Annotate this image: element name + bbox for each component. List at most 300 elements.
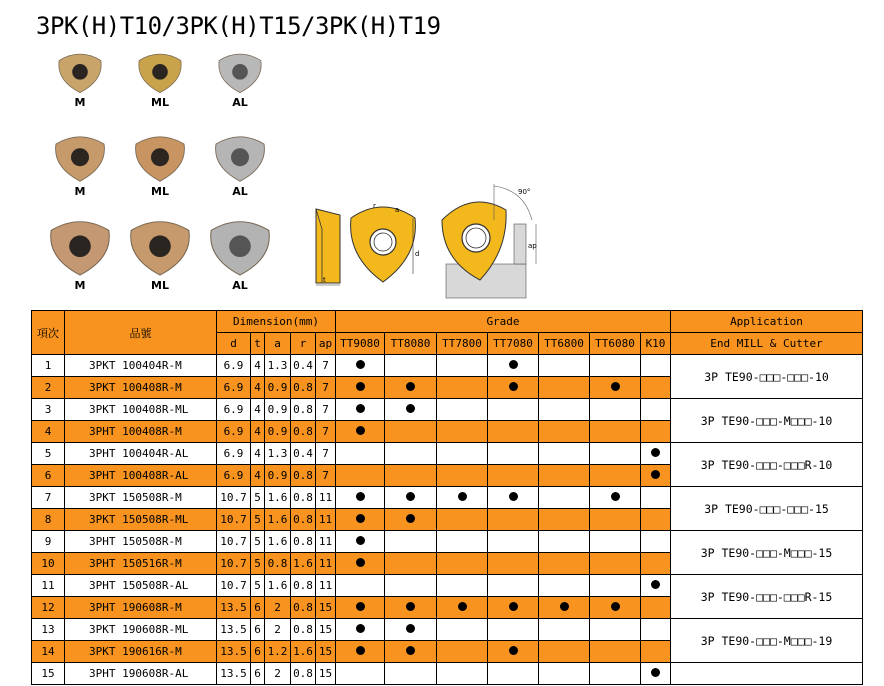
cell-grade-k10 [641,355,671,377]
cell-grade-tt6080 [590,377,641,399]
cell-grade-tt7080 [488,641,539,663]
cell-grade-tt7080 [488,619,539,641]
grade-available-dot [356,602,365,611]
cell-dim-d: 10.7 [217,553,251,575]
grade-available-dot [406,602,415,611]
cell-grade-tt8080 [385,619,437,641]
insert-label: ML [151,96,169,110]
cell-dim-t: 4 [251,399,265,421]
cell-grade-tt6800 [539,443,590,465]
cell-model: 3PHT 190608R-AL [65,663,217,685]
cell-dim-a: 1.3 [265,443,291,465]
cell-grade-tt6800 [539,531,590,553]
cell-grade-tt8080 [385,553,437,575]
cell-grade-tt6800 [539,355,590,377]
cell-grade-k10 [641,487,671,509]
insert-image [50,132,110,183]
cell-dim-r: 1.6 [291,641,316,663]
header-grade-tt9080: TT9080 [336,333,385,355]
grade-available-dot [406,492,415,501]
cell-dim-a: 2 [265,619,291,641]
cell-dim-r: 0.8 [291,399,316,421]
cell-grade-tt7800 [437,377,488,399]
cell-dim-ap: 7 [316,355,336,377]
insert-label: M [74,185,86,198]
cell-application: 3P TE90-□□□-□□□-15 [671,487,863,531]
grade-available-dot [356,558,365,567]
cell-dim-ap: 15 [316,663,336,685]
cell-grade-tt6080 [590,355,641,377]
cell-grade-k10 [641,421,671,443]
table-row [32,443,863,465]
cell-grade-tt6080 [590,597,641,619]
cell-grade-tt6800 [539,487,590,509]
cell-dim-d: 10.7 [217,487,251,509]
cell-grade-tt7080 [488,487,539,509]
cell-grade-tt6800 [539,619,590,641]
cell-grade-tt8080 [385,399,437,421]
cell-model: 3PKT 100408R-ML [65,399,217,421]
header-dimension: Dimension(mm) [217,311,336,333]
grade-available-dot [356,426,365,435]
grade-available-dot [356,360,365,369]
grade-available-dot [356,646,365,655]
cell-dim-r: 0.8 [291,421,316,443]
cell-grade-tt8080 [385,641,437,663]
insert-image [134,50,186,94]
insert-photo-al [200,132,280,198]
cell-dim-r: 1.6 [291,553,316,575]
cell-grade-tt9080 [336,487,385,509]
cell-grade-tt9080 [336,421,385,443]
cell-dim-r: 0.8 [291,465,316,487]
cell-dim-a: 1.6 [265,509,291,531]
cell-dim-d: 6.9 [217,377,251,399]
cell-dim-ap: 11 [316,487,336,509]
grade-available-dot [458,602,467,611]
cell-item-no: 11 [32,575,65,597]
cell-grade-tt6080 [590,619,641,641]
table-row [32,355,863,377]
cell-dim-d: 6.9 [217,355,251,377]
cell-item-no: 5 [32,443,65,465]
cell-dim-ap: 7 [316,443,336,465]
angle-label: 90° [518,188,531,196]
insert-label: ML [151,279,169,293]
header-grade-k10: K10 [641,333,671,355]
cell-grade-tt7800 [437,509,488,531]
cell-dim-r: 0.8 [291,575,316,597]
header-item-no: 項次 [32,311,65,355]
cell-dim-ap: 15 [316,619,336,641]
cell-grade-tt7800 [437,355,488,377]
cell-dim-a: 0.9 [265,421,291,443]
cell-grade-tt6800 [539,421,590,443]
cell-dim-r: 0.4 [291,443,316,465]
cell-dim-t: 4 [251,355,265,377]
cell-model: 3PHT 100404R-AL [65,443,217,465]
cell-dim-t: 6 [251,619,265,641]
grade-available-dot [356,624,365,633]
cell-dim-d: 13.5 [217,619,251,641]
insert-image [204,216,276,277]
cell-grade-tt7800 [437,553,488,575]
cell-grade-tt9080 [336,597,385,619]
cell-model: 3PKT 100408R-M [65,377,217,399]
cell-dim-t: 6 [251,641,265,663]
header-grade-tt8080: TT8080 [385,333,437,355]
cell-model: 3PKT 150508R-M [65,487,217,509]
header-grade-tt7080: TT7080 [488,333,539,355]
cell-grade-tt8080 [385,531,437,553]
cell-grade-tt7800 [437,663,488,685]
cell-grade-k10 [641,597,671,619]
cell-grade-tt7080 [488,553,539,575]
header-grade-tt6800: TT6800 [539,333,590,355]
cell-dim-ap: 15 [316,641,336,663]
cell-grade-tt6080 [590,553,641,575]
cell-dim-a: 1.2 [265,641,291,663]
cell-grade-tt8080 [385,465,437,487]
cell-grade-tt6080 [590,663,641,685]
cell-item-no: 3 [32,399,65,421]
grade-available-dot [406,514,415,523]
cell-grade-tt7800 [437,641,488,663]
header-application: Application [671,311,863,333]
cell-grade-tt8080 [385,597,437,619]
cell-dim-t: 5 [251,487,265,509]
cell-grade-tt7080 [488,377,539,399]
cell-grade-tt6080 [590,531,641,553]
cell-grade-tt6800 [539,597,590,619]
cell-grade-tt8080 [385,575,437,597]
insert-label: AL [232,96,248,110]
cell-item-no: 13 [32,619,65,641]
cell-dim-d: 13.5 [217,641,251,663]
cell-dim-a: 1.6 [265,575,291,597]
cell-grade-k10 [641,531,671,553]
cell-item-no: 1 [32,355,65,377]
cell-grade-tt6080 [590,443,641,465]
cell-dim-t: 4 [251,377,265,399]
cell-application: 3P TE90-□□□-M□□□-10 [671,399,863,443]
grade-available-dot [356,382,365,391]
cell-dim-a: 2 [265,663,291,685]
cell-dim-ap: 11 [316,575,336,597]
header-dim-r: r [291,333,316,355]
insert-photo-m [40,216,120,292]
cell-grade-tt9080 [336,377,385,399]
cell-grade-tt9080 [336,619,385,641]
grade-available-dot [651,668,660,677]
table-row [32,575,863,597]
insert-photo-ml [120,132,200,198]
table-row [32,399,863,421]
cell-dim-a: 0.9 [265,377,291,399]
cell-dim-d: 6.9 [217,399,251,421]
dim-d-label: d [415,250,420,258]
insert-photo-ml [120,50,200,109]
cell-grade-k10 [641,553,671,575]
grade-available-dot [509,492,518,501]
cell-model: 3PHT 150508R-M [65,531,217,553]
cell-dim-ap: 7 [316,377,336,399]
insert-photo-al [200,216,280,292]
dim-r-label: r [373,202,376,210]
grade-available-dot [651,580,660,589]
header-dim-ap: ap [316,333,336,355]
cell-dim-t: 5 [251,531,265,553]
grade-available-dot [611,492,620,501]
cell-dim-d: 6.9 [217,443,251,465]
cell-item-no: 2 [32,377,65,399]
cell-dim-d: 6.9 [217,421,251,443]
cell-grade-tt7080 [488,421,539,443]
cell-dim-t: 4 [251,465,265,487]
cell-grade-tt7800 [437,531,488,553]
insert-image [44,216,116,277]
dim-ap-label: ap [528,242,537,250]
grade-available-dot [406,624,415,633]
cell-grade-tt6800 [539,465,590,487]
cell-item-no: 6 [32,465,65,487]
cell-grade-k10 [641,575,671,597]
cell-dim-a: 2 [265,597,291,619]
application-diagram [432,180,544,300]
spec-table [31,310,863,685]
table-row [32,619,863,641]
grade-available-dot [509,382,518,391]
header-dim-d: d [217,333,251,355]
cell-dim-ap: 7 [316,399,336,421]
insert-label: AL [232,185,248,198]
cell-grade-tt6080 [590,641,641,663]
cell-model: 3PHT 190608R-M [65,597,217,619]
cell-dim-r: 0.4 [291,355,316,377]
cell-grade-k10 [641,663,671,685]
cell-grade-tt8080 [385,377,437,399]
cell-grade-tt6080 [590,399,641,421]
cell-grade-tt6800 [539,641,590,663]
grade-available-dot [458,492,467,501]
header-grade: Grade [336,311,671,333]
cell-item-no: 15 [32,663,65,685]
cell-grade-k10 [641,443,671,465]
cell-grade-k10 [641,619,671,641]
cell-model: 3PHT 150516R-M [65,553,217,575]
cell-grade-k10 [641,377,671,399]
insert-photo-ml [120,216,200,292]
cell-grade-tt6800 [539,399,590,421]
grade-available-dot [651,470,660,479]
cell-dim-t: 6 [251,597,265,619]
cell-grade-tt9080 [336,553,385,575]
cell-grade-tt7080 [488,465,539,487]
cell-grade-tt7080 [488,399,539,421]
cell-dim-d: 10.7 [217,531,251,553]
grade-available-dot [406,646,415,655]
cell-dim-a: 0.9 [265,465,291,487]
cell-grade-tt8080 [385,663,437,685]
insert-image [214,50,266,94]
cell-model: 3PHT 100408R-M [65,421,217,443]
cell-grade-k10 [641,509,671,531]
cell-grade-tt9080 [336,443,385,465]
grade-available-dot [611,602,620,611]
grade-available-dot [406,404,415,413]
dim-t-label: t [323,276,326,284]
cell-grade-tt6800 [539,663,590,685]
cell-dim-r: 0.8 [291,531,316,553]
header-grade-tt7800: TT7800 [437,333,488,355]
cell-grade-tt8080 [385,487,437,509]
cell-dim-r: 0.8 [291,487,316,509]
cell-grade-tt7080 [488,663,539,685]
cell-dim-r: 0.8 [291,509,316,531]
cell-grade-tt9080 [336,355,385,377]
table-row [32,663,863,685]
cell-model: 3PHT 100408R-AL [65,465,217,487]
insert-label: M [74,279,86,293]
grade-available-dot [509,602,518,611]
cell-grade-tt6800 [539,575,590,597]
cell-model: 3PHT 150508R-AL [65,575,217,597]
cell-grade-tt6800 [539,377,590,399]
cell-grade-tt9080 [336,663,385,685]
cell-grade-tt7800 [437,443,488,465]
dim-a-label: a [395,206,400,214]
cell-grade-tt8080 [385,421,437,443]
header-application-sub: End MILL & Cutter [671,333,863,355]
cell-grade-tt8080 [385,355,437,377]
cell-application: 3P TE90-□□□-M□□□-19 [671,619,863,663]
grade-available-dot [356,492,365,501]
cell-model: 3PKT 190608R-ML [65,619,217,641]
cell-grade-tt7800 [437,597,488,619]
insert-photo-grid [40,50,290,300]
cell-model: 3PKT 190616R-M [65,641,217,663]
cell-dim-ap: 7 [316,465,336,487]
cell-dim-ap: 7 [316,421,336,443]
cell-grade-tt6080 [590,487,641,509]
cell-grade-tt8080 [385,509,437,531]
cell-dim-d: 10.7 [217,509,251,531]
cell-grade-tt6080 [590,509,641,531]
grade-available-dot [356,404,365,413]
page-title: 3PK(H)T10/3PK(H)T15/3PK(H)T19 [36,12,441,40]
cell-dim-d: 13.5 [217,597,251,619]
cell-dim-t: 4 [251,421,265,443]
cell-dim-a: 0.8 [265,553,291,575]
cell-model: 3PKT 100404R-M [65,355,217,377]
grade-available-dot [611,382,620,391]
grade-available-dot [356,514,365,523]
cell-grade-tt6800 [539,509,590,531]
cell-grade-tt7800 [437,575,488,597]
cell-dim-ap: 11 [316,509,336,531]
cell-dim-d: 13.5 [217,663,251,685]
header-model: 品號 [65,311,217,355]
grade-available-dot [560,602,569,611]
cell-grade-tt7800 [437,399,488,421]
cell-grade-tt6080 [590,465,641,487]
cell-grade-tt7080 [488,597,539,619]
grade-available-dot [406,382,415,391]
cell-grade-tt9080 [336,531,385,553]
insert-label: AL [232,279,248,293]
cell-grade-tt6800 [539,553,590,575]
cell-dim-t: 5 [251,575,265,597]
header-dim-t: t [251,333,265,355]
insert-image [130,132,190,183]
header-dim-a: a [265,333,291,355]
cell-dim-r: 0.8 [291,619,316,641]
cell-item-no: 9 [32,531,65,553]
cell-grade-tt6080 [590,421,641,443]
cell-dim-a: 1.6 [265,531,291,553]
insert-label: M [74,96,86,110]
cell-application: 3P TE90-□□□-□□□-10 [671,355,863,399]
cell-grade-tt9080 [336,509,385,531]
cell-grade-tt9080 [336,575,385,597]
cell-dim-d: 6.9 [217,465,251,487]
cell-dim-t: 6 [251,663,265,685]
cell-dim-ap: 11 [316,531,336,553]
cell-application: 3P TE90-□□□-M□□□-15 [671,531,863,575]
cell-dim-t: 4 [251,443,265,465]
insert-label: ML [151,185,169,198]
cell-dim-r: 0.8 [291,663,316,685]
cell-grade-tt7800 [437,465,488,487]
cell-dim-r: 0.8 [291,377,316,399]
cell-application: 3P TE90-□□□-□□□R-10 [671,443,863,487]
cell-grade-tt7800 [437,421,488,443]
cell-grade-tt6080 [590,575,641,597]
insert-photo-al [200,50,280,109]
cell-grade-k10 [641,465,671,487]
cell-grade-tt7800 [437,619,488,641]
cell-dim-a: 1.6 [265,487,291,509]
cell-grade-tt9080 [336,465,385,487]
grade-available-dot [509,360,518,369]
cell-dim-ap: 11 [316,553,336,575]
insert-image [54,50,106,94]
table-row [32,531,863,553]
grade-available-dot [651,448,660,457]
insert-photo-m [40,50,120,109]
table-row [32,487,863,509]
cell-dim-a: 1.3 [265,355,291,377]
cell-grade-k10 [641,399,671,421]
cell-dim-ap: 15 [316,597,336,619]
cell-grade-k10 [641,641,671,663]
insert-photo-m [40,132,120,198]
grade-available-dot [356,536,365,545]
cell-item-no: 14 [32,641,65,663]
cell-grade-tt8080 [385,443,437,465]
cell-grade-tt7080 [488,443,539,465]
cell-application-empty [671,663,863,685]
cell-dim-t: 5 [251,553,265,575]
cell-item-no: 10 [32,553,65,575]
cell-dim-a: 0.9 [265,399,291,421]
cell-dim-t: 5 [251,509,265,531]
cell-grade-tt7080 [488,575,539,597]
cell-grade-tt7080 [488,531,539,553]
insert-image [124,216,196,277]
cell-model: 3PKT 150508R-ML [65,509,217,531]
cell-grade-tt7800 [437,487,488,509]
